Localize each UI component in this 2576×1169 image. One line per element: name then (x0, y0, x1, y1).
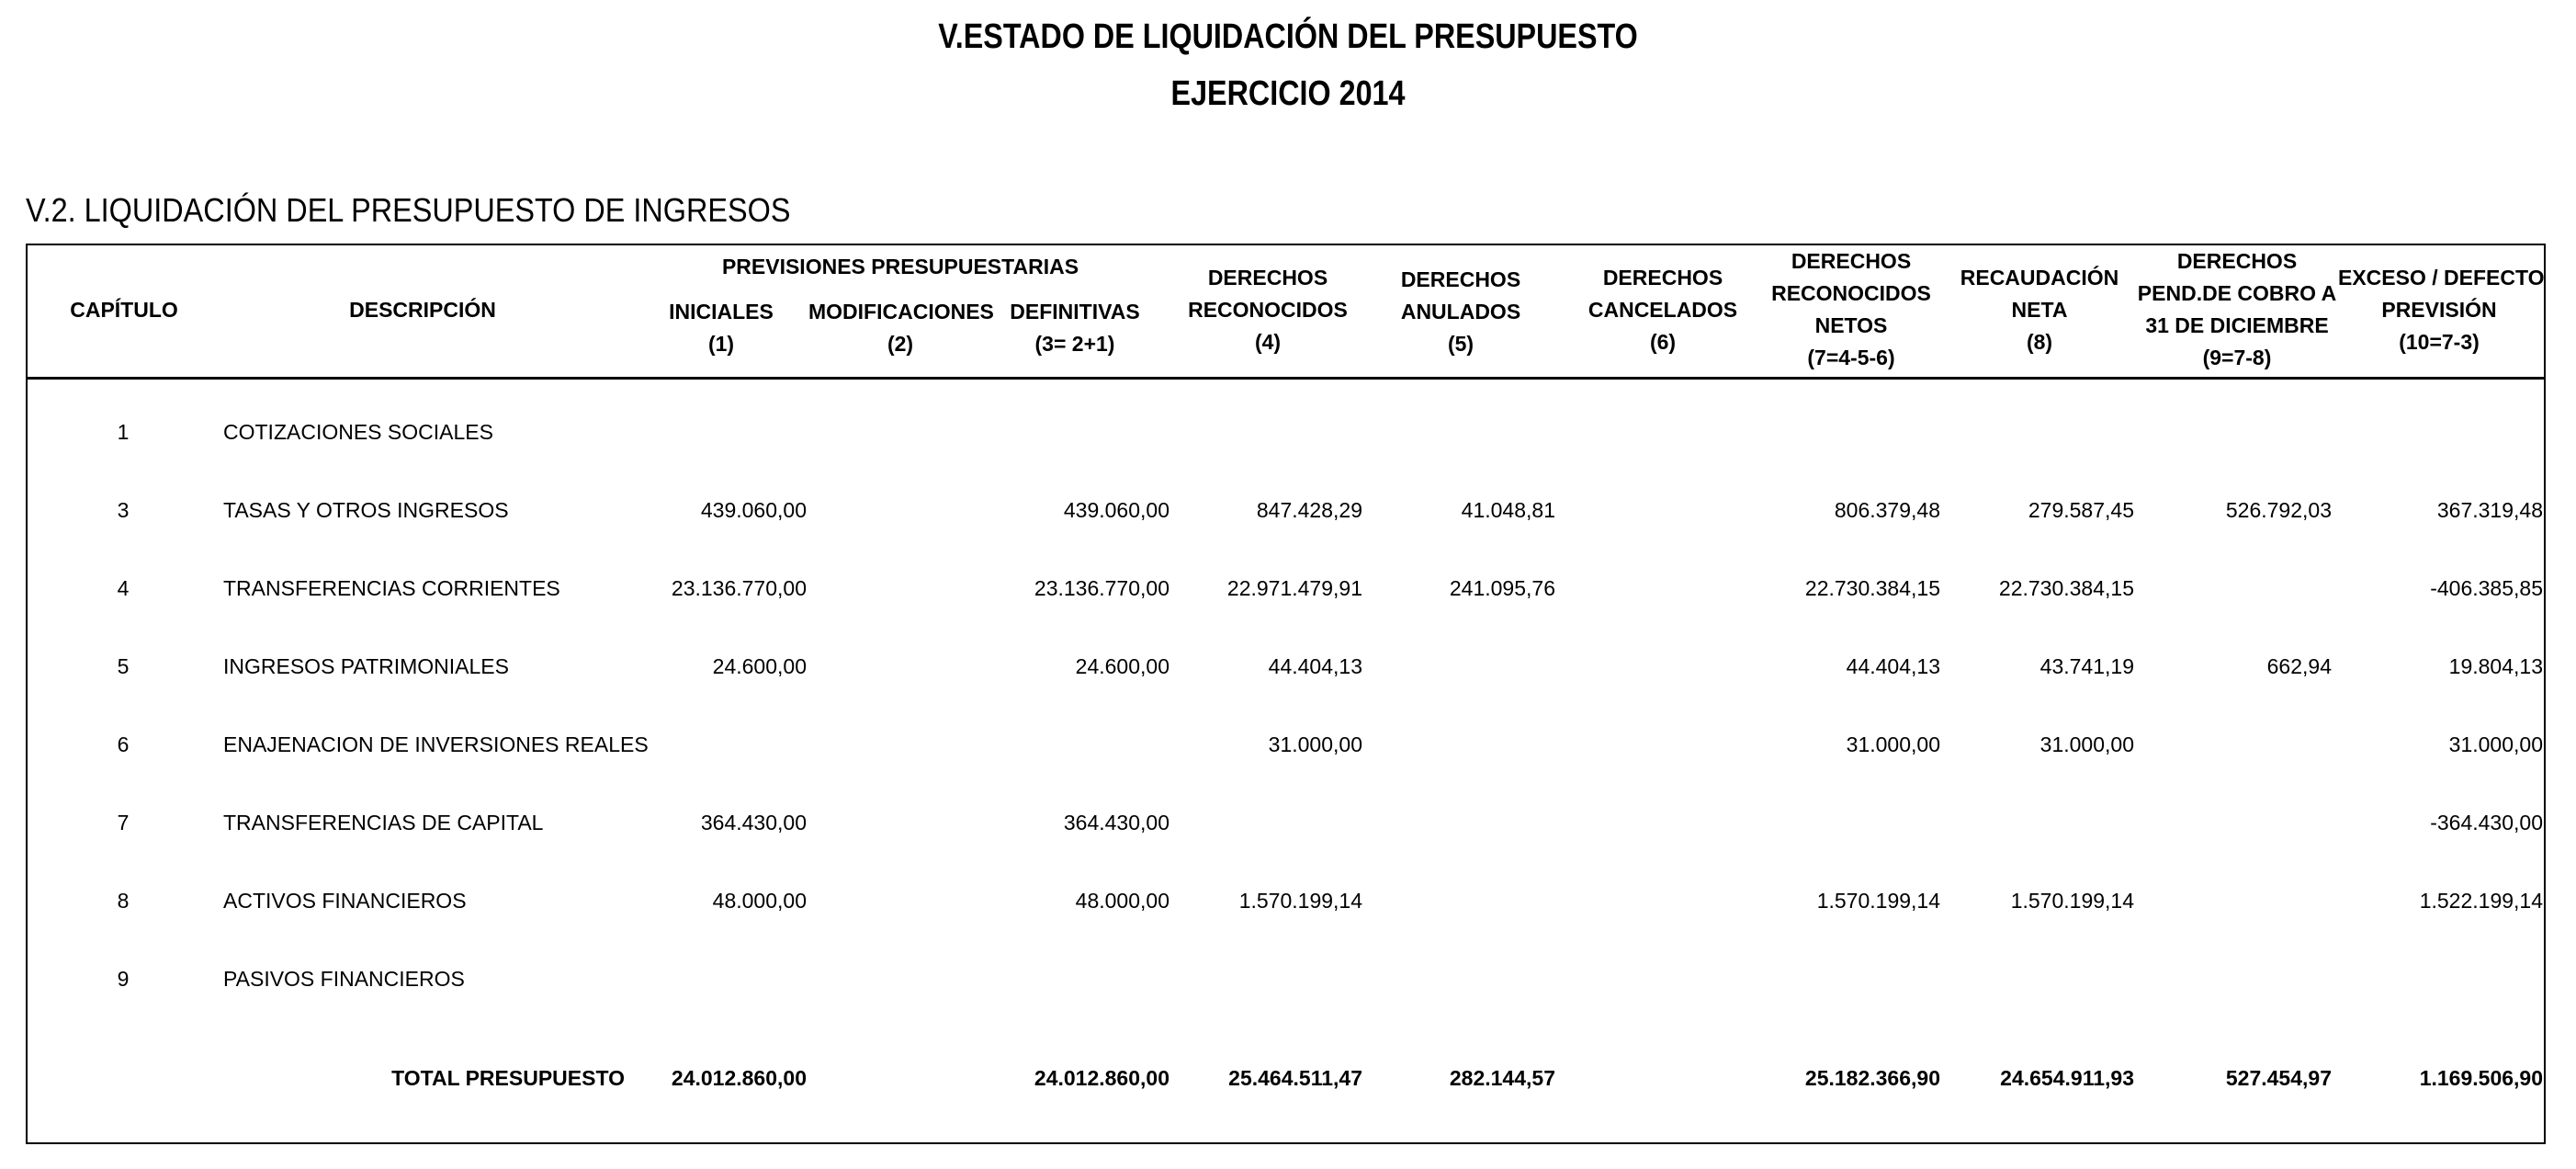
row-descripcion: TRANSFERENCIAS DE CAPITAL (223, 811, 544, 834)
header-descripcion: DESCRIPCIÓN (349, 298, 496, 322)
row-reconocidos: 22.971.479,91 (1226, 576, 1362, 600)
row-capitulo: 7 (117, 811, 130, 834)
document-title: V.ESTADO DE LIQUIDACIÓN DEL PRESUPUESTO (938, 17, 1638, 56)
header-der-netos-l1: DERECHOS (1791, 249, 1912, 273)
header-pendiente-cobro (2136, 245, 2338, 374)
row-anulados: 241.095,76 (1449, 576, 1555, 600)
row-definitivas: 24.600,00 (1075, 654, 1169, 678)
row-descripcion: INGRESOS PATRIMONIALES (223, 654, 509, 678)
header-definitivas (997, 296, 1153, 360)
row-netos: 44.404,13 (1846, 654, 1940, 678)
total-reconocidos: 25.464.511,47 (1228, 1066, 1362, 1090)
header-der-netos-code: (7=4-5-6) (1807, 346, 1895, 369)
header-derechos-cancelados (1571, 262, 1755, 358)
total-anulados: 282.144,57 (1449, 1066, 1555, 1090)
row-iniciales: 24.600,00 (712, 654, 807, 678)
header-der-anulados-l2: ANULADOS (1400, 300, 1521, 323)
header-der-cancelados-l2: CANCELADOS (1587, 298, 1738, 322)
row-definitivas: 439.060,00 (1063, 498, 1169, 522)
header-der-anulados-code: (5) (1447, 332, 1474, 356)
row-netos: 31.000,00 (1846, 732, 1940, 756)
row-capitulo: 5 (117, 654, 130, 678)
row-reconocidos: 31.000,00 (1268, 732, 1362, 756)
header-recaudacion-neta (1948, 262, 2131, 358)
row-iniciales: 23.136.770,00 (671, 576, 807, 600)
header-pend-cobro-l2: PEND.DE COBRO A (2137, 281, 2337, 305)
row-definitivas: 48.000,00 (1075, 889, 1169, 913)
row-definitivas: 23.136.770,00 (1034, 576, 1169, 600)
total-pendiente: 527.454,97 (2225, 1066, 2332, 1090)
row-netos: 806.379,48 (1834, 498, 1940, 522)
header-definitivas-label: DEFINITIVAS (1010, 300, 1140, 323)
row-exceso: 367.319,48 (2436, 498, 2543, 522)
header-derechos-netos (1759, 245, 1943, 374)
row-iniciales: 364.430,00 (700, 811, 807, 834)
header-iniciales-code: (1) (707, 332, 735, 356)
total-definitivas: 24.012.860,00 (1034, 1066, 1169, 1090)
header-der-netos-l2: RECONOCIDOS (1771, 281, 1931, 305)
header-exceso-defecto (2338, 262, 2545, 358)
row-reconocidos: 44.404,13 (1268, 654, 1362, 678)
header-recaudacion-code: (8) (2026, 330, 2053, 354)
header-divider (26, 377, 2546, 380)
section-title: V.2. LIQUIDACIÓN DEL PRESUPUESTO DE INGRESOS (26, 191, 791, 229)
row-descripcion: ENAJENACION DE INVERSIONES REALES (223, 732, 649, 756)
total-exceso: 1.169.506,90 (2419, 1066, 2543, 1090)
row-exceso: 19.804,13 (2448, 654, 2543, 678)
row-reconocidos: 847.428,29 (1256, 498, 1362, 522)
header-der-reconocidos-l2: RECONOCIDOS (1188, 298, 1348, 322)
header-der-reconocidos-code: (4) (1254, 330, 1282, 354)
row-descripcion: TRANSFERENCIAS CORRIENTES (223, 576, 560, 600)
header-recaudacion-l2: NETA (2011, 298, 2068, 322)
row-descripcion: TASAS Y OTROS INGRESOS (223, 498, 509, 522)
row-iniciales: 439.060,00 (700, 498, 807, 522)
row-recaudacion: 31.000,00 (2039, 732, 2134, 756)
header-derechos-anulados (1378, 264, 1543, 360)
row-descripcion: ACTIVOS FINANCIEROS (223, 889, 467, 913)
total-recaudacion: 24.654.911,93 (2000, 1066, 2134, 1090)
header-exceso-l2: PREVISIÓN (2381, 298, 2497, 322)
row-capitulo: 8 (117, 889, 130, 913)
row-exceso: 31.000,00 (2448, 732, 2543, 756)
row-exceso: -406.385,85 (2430, 576, 2543, 600)
header-modificaciones (808, 296, 992, 360)
row-anulados: 41.048,81 (1461, 498, 1555, 522)
header-iniciales-label: INICIALES (669, 300, 774, 323)
header-recaudacion-l1: RECAUDACIÓN (1960, 266, 2119, 289)
header-pend-cobro-code: (9=7-8) (2202, 346, 2272, 369)
row-netos: 22.730.384,15 (1804, 576, 1940, 600)
row-definitivas: 364.430,00 (1063, 811, 1169, 834)
row-recaudacion: 279.587,45 (2028, 498, 2134, 522)
row-pendiente: 662,94 (2266, 654, 2332, 678)
header-iniciales (643, 296, 799, 360)
row-descripcion: COTIZACIONES SOCIALES (223, 420, 493, 444)
header-capitulo: CAPÍTULO (70, 298, 178, 322)
header-previsiones-group: PREVISIONES PRESUPUESTARIAS (721, 255, 1079, 278)
row-pendiente: 526.792,03 (2225, 498, 2332, 522)
header-definitivas-code: (3= 2+1) (1034, 332, 1115, 356)
row-recaudacion: 1.570.199,14 (2010, 889, 2134, 913)
row-capitulo: 1 (117, 420, 130, 444)
row-netos: 1.570.199,14 (1816, 889, 1940, 913)
header-exceso-code: (10=7-3) (2399, 330, 2480, 354)
header-modificaciones-label: MODIFICACIONES (808, 300, 994, 323)
row-reconocidos: 1.570.199,14 (1238, 889, 1362, 913)
header-pend-cobro-l1: DERECHOS (2176, 249, 2298, 273)
total-netos: 25.182.366,90 (1804, 1066, 1940, 1090)
row-descripcion: PASIVOS FINANCIEROS (223, 967, 465, 991)
header-pend-cobro-l3: 31 DE DICIEMBRE (2145, 313, 2329, 337)
row-exceso: -364.430,00 (2430, 811, 2543, 834)
row-recaudacion: 43.741,19 (2039, 654, 2134, 678)
row-recaudacion: 22.730.384,15 (1998, 576, 2134, 600)
row-capitulo: 9 (117, 967, 130, 991)
header-derechos-reconocidos (1176, 262, 1360, 358)
row-exceso: 1.522.199,14 (2419, 889, 2543, 913)
row-capitulo: 4 (117, 576, 130, 600)
header-exceso-l1: EXCESO / DEFECTO (2338, 266, 2545, 289)
document-year: EJERCICIO 2014 (1170, 74, 1406, 113)
header-der-cancelados-code: (6) (1649, 330, 1677, 354)
header-der-reconocidos-l1: DERECHOS (1207, 266, 1328, 289)
total-iniciales: 24.012.860,00 (671, 1066, 807, 1090)
row-capitulo: 3 (117, 498, 130, 522)
header-modificaciones-code: (2) (887, 332, 914, 356)
header-der-netos-l3: NETOS (1814, 313, 1888, 337)
row-capitulo: 6 (117, 732, 130, 756)
header-der-anulados-l1: DERECHOS (1400, 267, 1521, 291)
header-der-cancelados-l1: DERECHOS (1602, 266, 1723, 289)
total-label: TOTAL PRESUPUESTO (391, 1066, 625, 1090)
row-iniciales: 48.000,00 (712, 889, 807, 913)
